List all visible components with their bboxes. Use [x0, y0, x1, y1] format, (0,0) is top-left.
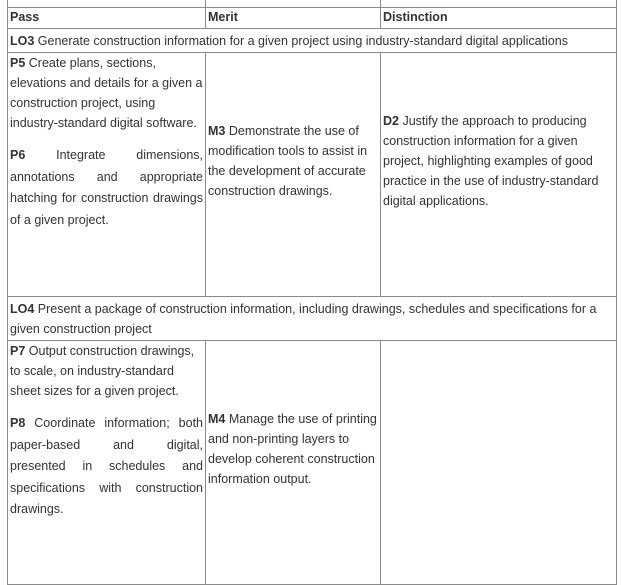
p7-criterion	[10, 341, 203, 401]
column-header-distinction: Distinction	[381, 8, 617, 29]
lo4-distinction-cell	[381, 341, 617, 585]
lo3-distinction-cell	[381, 53, 617, 297]
p5-code: P5	[10, 56, 26, 70]
m4-text: Manage the use of printing and non-printing layers to develop coherent construction information output.	[208, 411, 377, 486]
p6-criterion	[10, 145, 203, 231]
m4-criterion	[208, 409, 378, 489]
lo4-pass-cell	[8, 341, 206, 585]
m3-text: Demonstrate the use of modification tools to assist in the development of accurate construction drawings.	[208, 123, 368, 198]
p6-code: P6	[10, 148, 26, 162]
d2-text: Justify the approach to producing construction information for a given project, highlighting examples of good practice in the use of industry-standard digital applications.	[383, 113, 599, 208]
p6-text: Integrate dimensions, annotations and appropriate hatching for construction drawings of a given project.	[10, 148, 203, 227]
m3-code: M3	[208, 123, 226, 138]
p5-criterion	[10, 53, 203, 133]
lo4-heading-row	[8, 297, 617, 341]
table-header-row	[8, 8, 617, 29]
lo4-text: Present a package of construction information, including drawings, schedules and specifications for a given construction project	[10, 302, 597, 336]
lo4-code: LO4	[10, 302, 35, 316]
lo3-text: Generate construction information for a given project using industry-standard digital applications	[37, 34, 568, 48]
lo4-heading	[8, 297, 617, 341]
lo3-pass-cell	[8, 53, 206, 297]
d2-criterion	[383, 111, 614, 211]
m3-criterion	[208, 121, 378, 201]
lo3-heading	[8, 29, 617, 53]
column-header-merit: Merit	[206, 8, 381, 29]
p7-text: Output construction drawings, to scale, on industry-standard sheet sizes for a given project.	[10, 344, 195, 398]
p8-text: Coordinate information; both paper-based and digital, presented in schedules and specifications with construction drawings.	[10, 416, 203, 516]
p8-code: P8	[10, 416, 26, 430]
lo3-code: LO3	[10, 34, 35, 48]
table-top-stub-row	[8, 0, 617, 8]
lo3-criteria-row	[8, 53, 617, 297]
lo3-merit-cell	[206, 53, 381, 297]
assessment-criteria-table	[7, 0, 617, 585]
p5-text: Create plans, sections, elevations and details for a given a construction project, using industry-standard digital software.	[10, 56, 203, 130]
p8-criterion	[10, 413, 203, 521]
lo4-criteria-row	[8, 341, 617, 585]
d2-code: D2	[383, 113, 399, 128]
column-header-pass: Pass	[8, 8, 206, 29]
lo3-heading-row	[8, 29, 617, 53]
lo4-merit-cell	[206, 341, 381, 585]
p7-code: P7	[10, 344, 26, 358]
m4-code: M4	[208, 411, 226, 426]
